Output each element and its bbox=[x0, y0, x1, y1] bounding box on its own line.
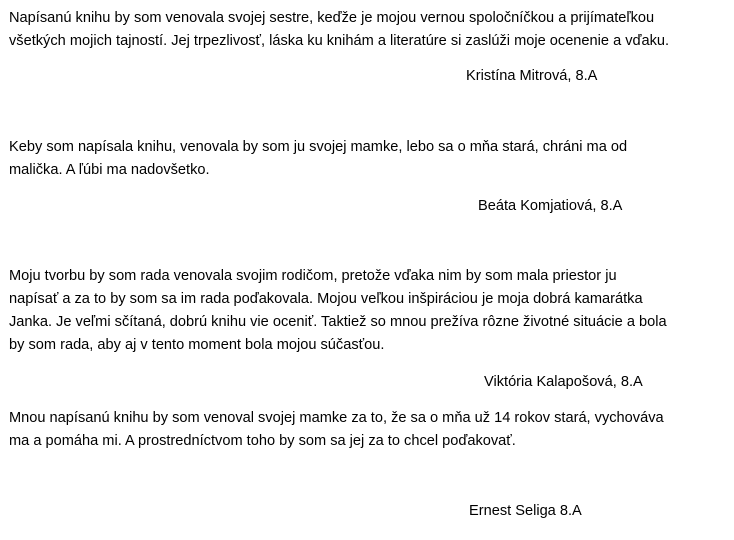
paragraph-line: Janka. Je veľmi sčítaná, dobrú knihu vie oceniť. Taktiež so mnou prežíva rôzne životné situácie a bola bbox=[9, 314, 667, 330]
dedication-paragraph-3 bbox=[9, 265, 727, 357]
dedication-paragraph-2 bbox=[9, 136, 727, 182]
paragraph-line: by som rada, aby aj v tento moment bola mojou súčasťou. bbox=[9, 337, 385, 353]
paragraph-line: Moju tvorbu by som rada venovala svojim rodičom, pretože vďaka nim by som mala priestor ju bbox=[9, 268, 617, 284]
paragraph-line: Napísanú knihu by som venovala svojej sestre, keďže je mojou vernou spoločníčkou a prijímateľkou bbox=[9, 10, 655, 26]
paragraph-line: Keby som napísala knihu, venovala by som ju svojej mamke, lebo sa o mňa stará, chráni ma od bbox=[9, 139, 628, 155]
paragraph-line: všetkých mojich tajností. Jej trpezlivosť, láska ku knihám a literatúre si zaslúži moje ocenenie a vďaku. bbox=[9, 33, 670, 49]
signature-2: Beáta Komjatiová, 8.A bbox=[478, 198, 623, 214]
dedication-paragraph-4 bbox=[9, 407, 727, 453]
paragraph-line: Mnou napísanú knihu by som venoval svojej mamke za to, že sa o mňa už 14 rokov stará, vychováva bbox=[9, 410, 664, 426]
dedication-paragraph-1 bbox=[9, 7, 727, 53]
paragraph-line: napísať a za to by som sa im rada poďakovala. Mojou veľkou inšpiráciou je moja dobrá kamarátka bbox=[9, 291, 643, 307]
paragraph-line: malička. A ľúbi ma nadovšetko. bbox=[9, 162, 210, 178]
paragraph-line: ma a pomáha mi. A prostredníctvom toho by som sa jej za to chcel poďakovať. bbox=[9, 433, 516, 449]
signature-1: Kristína Mitrová, 8.A bbox=[466, 68, 598, 84]
signature-3: Viktória Kalapošová, 8.A bbox=[484, 374, 643, 390]
signature-4: Ernest Seliga 8.A bbox=[469, 503, 582, 519]
